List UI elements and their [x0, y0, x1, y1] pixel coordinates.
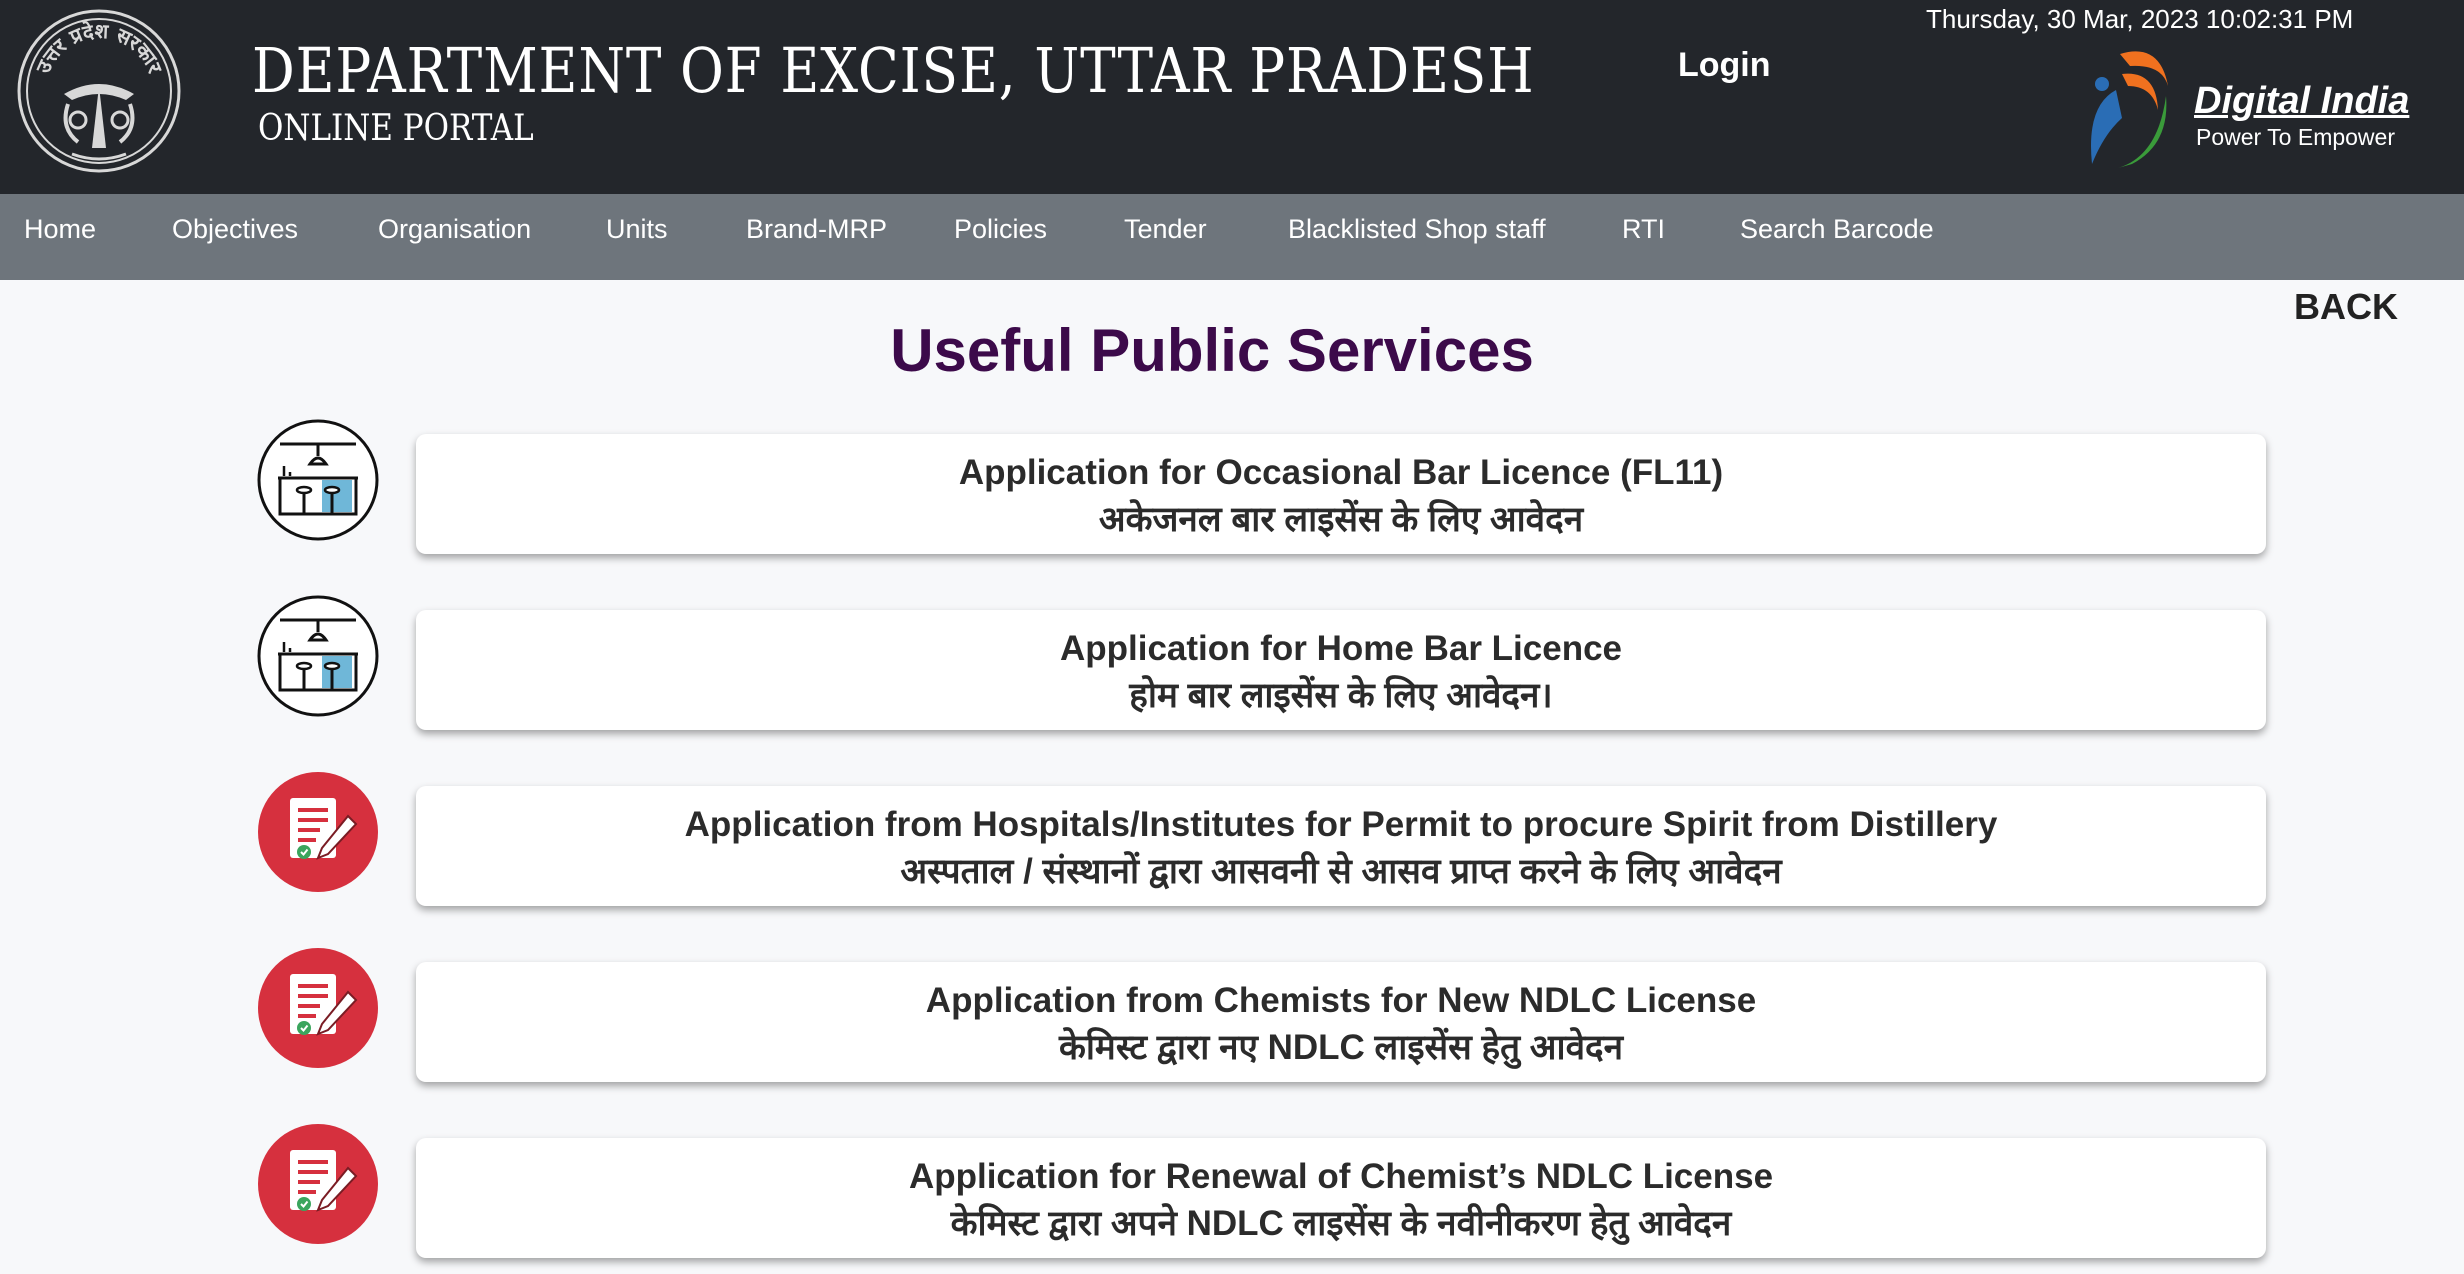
nav-item-units[interactable]: Units: [606, 214, 668, 244]
page-title: Useful Public Services: [890, 317, 1534, 384]
current-datetime: Thursday, 30 Mar, 2023 10:02:31 PM: [1926, 4, 2354, 34]
service-title-hi: अकेजनल बार लाइसेंस के लिए आवेदन: [1098, 500, 1584, 539]
nav-item-home[interactable]: Home: [24, 214, 97, 244]
service-card-home-bar-licence[interactable]: [416, 610, 2266, 730]
service-card-hospital-spirit-permit[interactable]: [416, 786, 2266, 906]
application-form-icon[interactable]: [256, 946, 380, 1070]
application-form-icon[interactable]: [256, 1122, 380, 1246]
service-card-occasional-bar-licence[interactable]: [416, 434, 2266, 554]
nav-item-policies[interactable]: Policies: [954, 214, 1048, 244]
nav-item-rti[interactable]: RTI: [1622, 214, 1666, 244]
department-title: DEPARTMENT OF EXCISE, UTTAR PRADESH: [252, 34, 1535, 107]
service-title-en: Application from Chemists for New NDLC License: [925, 981, 1757, 1020]
main-navigation: [0, 194, 2464, 280]
service-title-en: Application for Renewal of Chemist’s NDLC License: [908, 1157, 1774, 1196]
portal-subtitle: ONLINE PORTAL: [258, 108, 534, 149]
digital-india-tagline: Power To Empower: [2196, 124, 2395, 150]
nav-item-blacklisted-shop-staff[interactable]: Blacklisted Shop staff: [1288, 214, 1546, 244]
service-title-hi: अस्पताल / संस्थानों द्वारा आसवनी से आसव प्राप्त करने के लिए आवेदन: [900, 852, 1782, 891]
service-title-hi: केमिस्ट द्वारा अपने NDLC लाइसेंस के नवीनीकरण हेतु आवेदन: [950, 1204, 1732, 1243]
login-link[interactable]: Login: [1678, 46, 1771, 84]
service-title-hi: होम बार लाइसेंस के लिए आवेदन।: [1129, 676, 1553, 715]
back-button[interactable]: BACK: [2294, 286, 2398, 327]
nav-item-tender[interactable]: Tender: [1124, 214, 1207, 244]
nav-item-organisation[interactable]: Organisation: [378, 214, 532, 244]
bar-icon[interactable]: [256, 418, 380, 542]
svg-text:उत्तर प्रदेश सरकार: उत्तर प्रदेश सरकार: [30, 18, 168, 77]
service-card-new-ndlc-license[interactable]: [416, 962, 2266, 1082]
nav-item-objectives[interactable]: Objectives: [172, 214, 299, 244]
service-title-en: Application for Occasional Bar Licence (FL11): [958, 453, 1724, 492]
service-title-en: Application for Home Bar Licence: [1059, 629, 1623, 668]
service-title-en: Application from Hospitals/Institutes for Permit to procure Spirit from Distillery: [684, 805, 1998, 844]
service-title-hi: केमिस्ट द्वारा नए NDLC लाइसेंस हेतु आवेदन: [1058, 1028, 1624, 1067]
application-form-icon[interactable]: [256, 770, 380, 894]
service-card-renew-ndlc-license[interactable]: [416, 1138, 2266, 1258]
nav-item-brand-mrp[interactable]: Brand-MRP: [746, 214, 888, 244]
digital-india-brand: Digital India: [2194, 80, 2410, 122]
digital-india-logo-icon: [2082, 34, 2172, 170]
up-government-emblem-icon: [16, 8, 182, 174]
site-header: [0, 0, 2464, 194]
nav-item-search-barcode[interactable]: Search Barcode: [1740, 214, 1934, 244]
bar-icon[interactable]: [256, 594, 380, 718]
